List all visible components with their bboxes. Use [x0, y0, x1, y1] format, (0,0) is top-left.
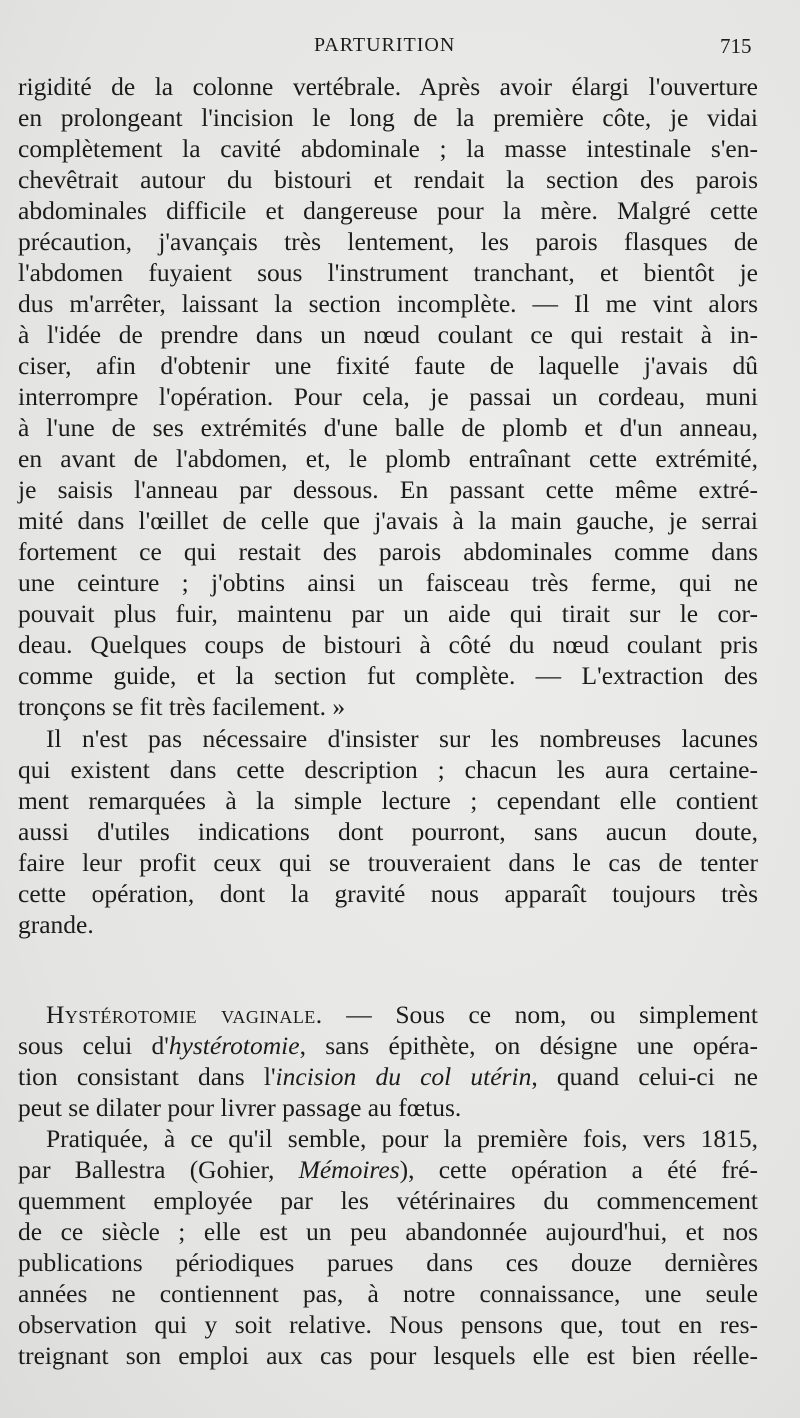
text-line: chevêtrait autour du bistouri et rendait la section des parois [18, 165, 758, 194]
page-number: 715 [720, 34, 752, 58]
text-line: complètement la cavité abdominale ; la masse intestinale s'en- [18, 134, 758, 163]
text-line: fortement ce qui restait des parois abdominales comme dans [18, 537, 758, 566]
section-heading: Hystérotomie vaginale. [46, 1000, 323, 1029]
text-line: rigidité de la colonne vertébrale. Après avoir élargi l'ouverture [18, 72, 758, 101]
text-line: ciser, afin d'obtenir une fixité faute de laquelle j'avais dû [18, 351, 758, 380]
text-line: à l'idée de prendre dans un nœud coulant ce qui restait à in- [18, 320, 758, 349]
text-line: par Ballestra (Gohier, Mémoires), cette opération a été fré- [18, 1155, 758, 1184]
page-header [0, 34, 800, 62]
text-line: l'abdomen fuyaient sous l'instrument tranchant, et bientôt je [18, 258, 758, 287]
text-line: publications périodiques parues dans ces douze dernières [18, 1248, 758, 1277]
text-line: observation qui y soit relative. Nous pensons que, tout en res- [18, 1310, 758, 1339]
text-line: je saisis l'anneau par dessous. En passant cette même extré- [18, 475, 758, 504]
text-line: treignant son emploi aux cas pour lesquels elle est bien réelle- [18, 1341, 758, 1370]
text-line: quemment employée par les vétérinaires du commencement [18, 1186, 758, 1215]
text-line: cette opération, dont la gravité nous apparaît toujours très [18, 879, 758, 908]
text-line: ment remarquées à la simple lecture ; cependant elle contient [18, 786, 758, 815]
text-line: à l'une de ses extrémités d'une balle de plomb et d'un anneau, [18, 413, 758, 442]
text-line: peut se dilater pour livrer passage au fœtus. [18, 1093, 462, 1122]
text-line: de ce siècle ; elle est un peu abandonnée aujourd'hui, et nos [18, 1217, 758, 1246]
italic-term: incision du col utérin [275, 1062, 532, 1091]
text-line: en avant de l'abdomen, et, le plomb entraînant cette extrémité, [18, 444, 758, 473]
text-line: comme guide, et la section fut complète. — L'extraction des [18, 661, 758, 690]
text-line: tronçons se fit très facilement. » [18, 692, 346, 721]
text-line: Il n'est pas nécessaire d'insister sur les nombreuses lacunes [46, 724, 758, 753]
text-line: dus m'arrêter, laissant la section incomplète. — Il me vint alors [18, 289, 758, 318]
text-line: une ceinture ; j'obtins ainsi un faisceau très ferme, qui ne [18, 568, 758, 597]
text-line: aussi d'utiles indications dont pourront, sans aucun doute, [18, 817, 758, 846]
text-line: années ne contiennent pas, à notre connaissance, une seule [18, 1279, 758, 1308]
text-line: précaution, j'avançais très lentement, les parois flasques de [18, 227, 758, 256]
text-line: pouvait plus fuir, maintenu par un aide qui tirait sur le cor- [18, 599, 758, 628]
text-line: abdominales difficile et dangereuse pour la mère. Malgré cette [18, 196, 758, 225]
italic-term: hystérotomie [168, 1031, 300, 1060]
text-line: grande. [18, 910, 94, 939]
text-line: tion consistant dans l'incision du col utérin, quand celui-ci ne [18, 1062, 759, 1091]
text-line: en prolongeant l'incision le long de la première côte, je vidai [18, 103, 758, 132]
text-line: qui existent dans cette description ; chacun les aura certaine- [18, 755, 758, 784]
text-line: faire leur profit ceux qui se trouveraient dans le cas de tenter [18, 848, 758, 877]
text-line: deau. Quelques coups de bistouri à côté du nœud coulant pris [18, 630, 758, 659]
text-line: mité dans l'œillet de celle que j'avais à la main gauche, je serrai [18, 506, 758, 535]
text-line: Hystérotomie vaginale. — Sous ce nom, ou simplement [46, 1000, 758, 1029]
running-title: PARTURITION [314, 34, 456, 56]
italic-citation: Mémoires [298, 1155, 400, 1184]
text-line: interrompre l'opération. Pour cela, je passai un cordeau, muni [18, 382, 758, 411]
text-line: sous celui d'hystérotomie, sans épithète, on désigne une opéra- [18, 1031, 758, 1060]
text-line: Pratiquée, à ce qu'il semble, pour la première fois, vers 1815, [46, 1124, 758, 1153]
